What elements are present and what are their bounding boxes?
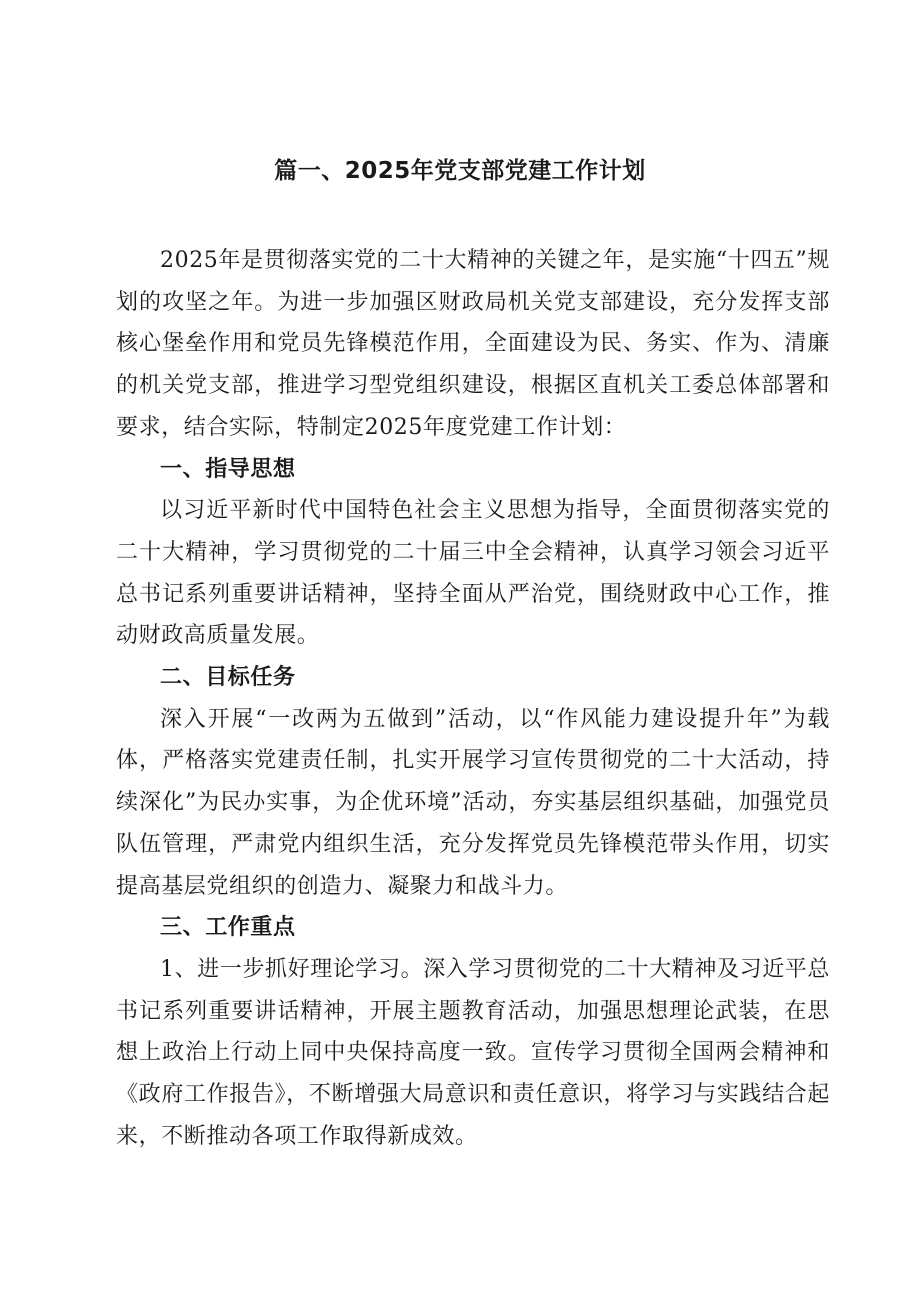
intro-paragraph: 2025年是贯彻落实党的二十大精神的关键之年，是实施“十四五”规划的攻坚之年。为进一步加强区财政局机关党支部建设，充分发挥支部核心堡垒作用和党员先锋模范作用，全面建设为民、务实、作为、清廉的机关党支部，推进学习型党组织建设，根据区直机关工委总体部署和要求，结合实际，特制定2025年度党建工作计划：: [116, 248, 830, 440]
document-body: [116, 240, 830, 1157]
document-title: 篇一、2025年党支部党建工作计划: [274, 158, 646, 184]
section-paragraph-guiding-ideology: 以习近平新时代中国特色社会主义思想为指导，全面贯彻落实党的二十大精神，学习贯彻党的二十届三中全会精神，认真学习领会习近平总书记系列重要讲话精神，坚持全面从严治党，围绕财政中心工作，推动财政高质量发展。: [116, 498, 830, 649]
section-heading-guiding-ideology: 一、指导思想: [160, 456, 296, 482]
section-heading-work-focus: 三、工作重点: [160, 915, 296, 941]
section-paragraph-work-focus: 1、进一步抓好理论学习。深入学习贯彻党的二十大精神及习近平总书记系列重要讲话精神，开展主题教育活动，加强思想理论武装，在思想上政治上行动上同中央保持高度一致。宣传学习贯彻全国两会精神和《政府工作报告》，不断增强大局意识和责任意识，将学习与实践结合起来，不断推动各项工作取得新成效。: [116, 956, 830, 1149]
section-heading-goals: 二、目标任务: [160, 665, 296, 691]
section-paragraph-goals: 深入开展“一改两为五做到”活动，以“作风能力建设提升年”为载体，严格落实党建责任制，扎实开展学习宣传贯彻党的二十大活动，持续深化”为民办实事，为企优环境”活动，夯实基层组织基础，加强党员队伍管理，严肃党内组织生活，充分发挥党员先锋模范带头作用，切实提高基层党组织的创造力、凝聚力和战斗力。: [116, 706, 830, 899]
